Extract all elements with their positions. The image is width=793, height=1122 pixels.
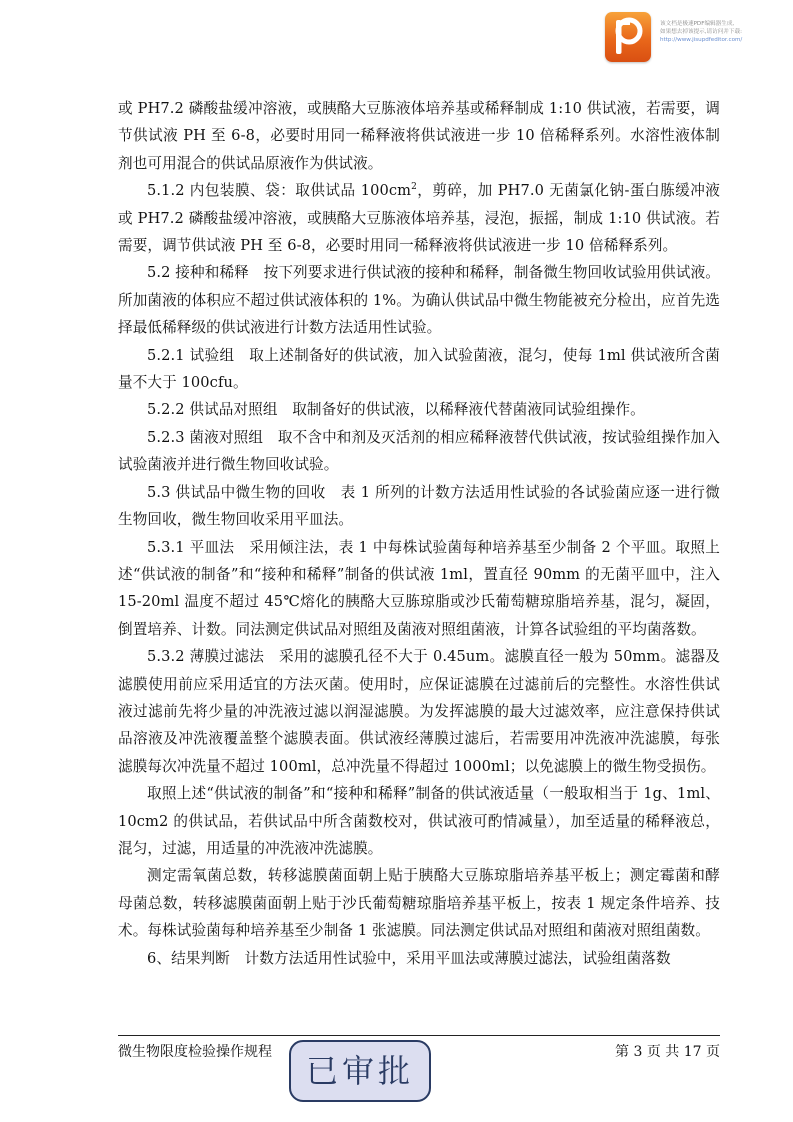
notice-line-2: 如果想去掉该提示,请访问并下载: [660,29,742,35]
paragraph-5-1-2 [118,177,720,259]
paragraph-5-2-1: 5.2.1 试验组 取上述制备好的供试液，加入试验菌液，混匀，使每 1ml 供试液所含菌量不大于 100cfu。 [118,346,720,392]
paragraph-text: ，剪碎，加 PH7.0 无菌氯化钠-蛋白胨缓冲液或 PH7.2 磷酸盐缓冲溶液，或胰酪大豆胨液体培养基，浸泡，振摇，制成 1:10 供试液。若需要，调节供试液 PH 至 6-8，必要时用同一稀释液将供试液进一步 10 倍稀释系列。 [118,182,720,255]
footer-doc-title: 微生物限度检验操作规程 [118,1044,272,1060]
generator-notice [660,20,788,44]
pdf-p-logo-icon [605,12,651,62]
footer-divider [118,1035,720,1036]
paragraph-5-2-2: 5.2.2 供试品对照组 取制备好的供试液，以稀释液代替菌液同试验组操作。 [147,401,645,419]
paragraph-6: 6、结果判断 计数方法适用性试验中，采用平皿法或薄膜过滤法，试验组菌落数 [147,949,671,967]
paragraph-5-3: 5.3 供试品中微生物的回收 表 1 所列的计数方法适用性试验的各试验菌应逐一进行微生物回收，微生物回收采用平皿法。 [118,483,720,529]
paragraph: 或 PH7.2 磷酸盐缓冲溶液，或胰酪大豆胨液体培养基或稀释制成 1:10 供试液，若需要，调节供试液 PH 至 6-8，必要时用同一稀释液将供试液进一步 10 倍稀释系列。水溶性液体制剂也可用混合的供试品原液作为供试液。 [118,100,720,172]
paragraph-5-2-3: 5.2.3 菌液对照组 取不含中和剂及灭活剂的相应稀释液替代供试液，按试验组操作加入试验菌液并进行微生物回收试验。 [118,428,720,474]
pdf-editor-logo [605,12,651,62]
document-body [118,95,720,972]
notice-line-1: 该文档是极速PDF编辑器生成, [660,21,735,27]
approved-stamp: 已审批 [289,1040,431,1102]
notice-url[interactable]: http://www.jisupdfeditor.com/ [660,37,743,43]
paragraph-text: 5.1.2 内包装膜、袋：取供试品 100cm [147,182,412,200]
superscript: 2 [411,182,417,193]
paragraph: 取照上述“供试液的制备”和“接种和稀释”制备的供试液适量（一般取相当于 1g、1ml、10cm2 的供试品，若供试品中所含菌数校对，供试液可酌情减量），加至适量的稀释液总，混匀，过滤，用适量的冲洗液冲洗滤膜。 [118,785,720,857]
paragraph: 测定需氧菌总数，转移滤膜菌面朝上贴于胰酪大豆胨琼脂培养基平板上；测定霉菌和酵母菌总数，转移滤膜菌面朝上贴于沙氏葡萄糖琼脂培养基平板上，按表 1 规定条件培养、技术。每株试验菌每种培养基至少制备 1 张滤膜。同法测定供试品对照组和菌液对照组菌数。 [118,867,720,940]
paragraph-5-3-2: 5.3.2 薄膜过滤法 采用的滤膜孔径不大于 0.45um。滤膜直径一般为 50mm。滤器及滤膜使用前应采用适宜的方法灭菌。使用时，应保证滤膜在过滤前后的完整性。水溶性供试液过滤前先将少量的冲洗液过滤以润湿滤膜。为发挥滤膜的最大过滤效率，应注意保持供试品溶液及冲洗液覆盖整个滤膜表面。供试液经薄膜过滤后，若需要用冲洗液冲洗滤膜，每张滤膜每次冲洗量不超过 100ml，总冲洗量不得超过 1000ml；以免滤膜上的微生物受损伤。 [118,648,720,775]
paragraph-5-3-1: 5.3.1 平皿法 采用倾注法，表 1 中每株试验菌每种培养基至少制备 2 个平皿。取照上述“供试液的制备”和“接种和稀释”制备的供试液 1ml，置直径 90mm 的无菌平皿中，注入 15-20ml 温度不超过 45℃熔化的胰酪大豆胨琼脂或沙氏葡萄糖琼脂培养基，混匀，凝固，倒置培养、计数。同法测定供试品对照组及菌液对照组菌液，计算各试验组的平均菌落数。 [118,538,720,638]
footer-page-info: 第 3 页 共 17 页 [615,1044,720,1060]
paragraph-5-2: 5.2 接种和稀释 按下列要求进行供试液的接种和稀释，制备微生物回收试验用供试液。所加菌液的体积应不超过供试液体积的 1%。为确认供试品中微生物能被充分检出，应首先选择最低稀释级的供试液进行计数方法适用性试验。 [118,264,720,337]
